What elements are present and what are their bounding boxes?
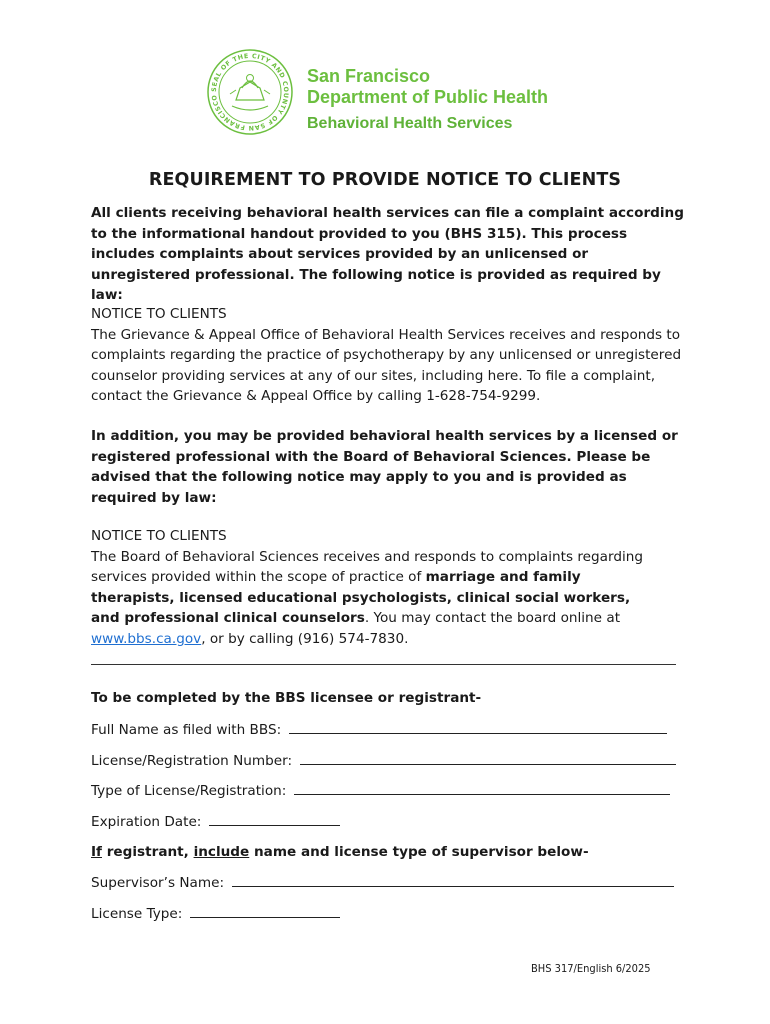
supervisor-license-type-label: License Type: — [91, 906, 183, 922]
city-seal-logo — [206, 48, 294, 136]
supervisor-heading-if: If — [91, 844, 102, 860]
notice-1-body: The Grievance & Appeal Office of Behavioral Health Services receives and responds to complaints regarding the practice of psychotherapy by any unlicensed or unregistered counselor providing services at any of our sites, including here. To file a complaint, contact the Grievance & Appeal Office by calling 1-628-754-9299. — [91, 326, 682, 404]
supervisor-name-label: Supervisor’s Name: — [91, 875, 225, 891]
supervisor-heading-end: name and license type of supervisor below- — [249, 844, 589, 860]
supervisor-license-type-row — [91, 903, 340, 924]
org-name — [307, 66, 548, 134]
notice-1 — [91, 304, 691, 407]
license-number-label: License/Registration Number: — [91, 753, 293, 769]
expiration-row — [91, 811, 340, 832]
license-number-row — [91, 750, 676, 771]
addition-paragraph: In addition, you may be provided behavioral health services by a licensed or registered professional with the Board of Behavioral Sciences. Please be advised that the following notice may apply to you and is provided as required by law: — [91, 428, 678, 506]
org-department: Department of Public Health — [307, 87, 549, 107]
supervisor-name-field[interactable] — [232, 872, 674, 887]
supervisor-name-row — [91, 872, 674, 893]
full-name-field[interactable] — [289, 719, 667, 734]
page-title: REQUIREMENT TO PROVIDE NOTICE TO CLIENTS — [148, 170, 622, 190]
supervisor-heading-include: include — [193, 844, 250, 860]
notice-2-body-end: , or by calling (916) 574-7830. — [201, 630, 409, 647]
notice-2-body — [91, 547, 661, 650]
notice-1-heading: NOTICE TO CLIENTS — [91, 306, 227, 322]
section-divider — [91, 664, 676, 665]
supervisor-heading — [91, 842, 589, 862]
license-number-field[interactable] — [300, 750, 676, 765]
license-type-row — [91, 780, 670, 801]
form-heading: To be completed by the BBS licensee or registrant- — [91, 690, 482, 706]
bbs-website-link[interactable]: www.bbs.ca.gov — [91, 630, 202, 647]
org-city: San Francisco — [307, 66, 431, 86]
notice-2-professions: marriage and family therapists, licensed educational psychologists, clinical social workers, and professional clinical counselors — [91, 569, 631, 626]
supervisor-heading-mid: registrant, — [101, 844, 194, 860]
license-type-field[interactable] — [294, 780, 670, 795]
supervisor-license-type-field[interactable] — [190, 903, 340, 918]
expiration-label: Expiration Date: — [91, 814, 202, 830]
notice-2-body-start: The Board of Behavioral Sciences receives and responds to complaints regarding services provided within the scope of practice of — [91, 548, 643, 585]
notice-2-heading: NOTICE TO CLIENTS — [91, 528, 227, 544]
notice-2-body-mid: . You may contact the board online at — [364, 610, 621, 626]
form-id: BHS 317/English 6/2025 — [531, 962, 651, 975]
expiration-date-field[interactable] — [209, 811, 340, 826]
full-name-label: Full Name as filed with BBS: — [91, 722, 282, 738]
notice-2 — [91, 526, 661, 649]
intro-paragraph: All clients receiving behavioral health services can file a complaint according to the informational handout provided to you (BHS 315). This process includes complaints about services provided by an unlicensed or unregistered professional. The following notice is provided as required by law: — [91, 205, 684, 303]
org-division: Behavioral Health Services — [307, 115, 513, 132]
license-type-label: Type of License/Registration: — [91, 783, 287, 799]
full-name-row — [91, 719, 667, 740]
svg-text:SEAL OF THE CITY AND COUNTY OF: SEAL OF THE CITY AND COUNTY OF SAN FRANCISCO — [210, 52, 290, 132]
